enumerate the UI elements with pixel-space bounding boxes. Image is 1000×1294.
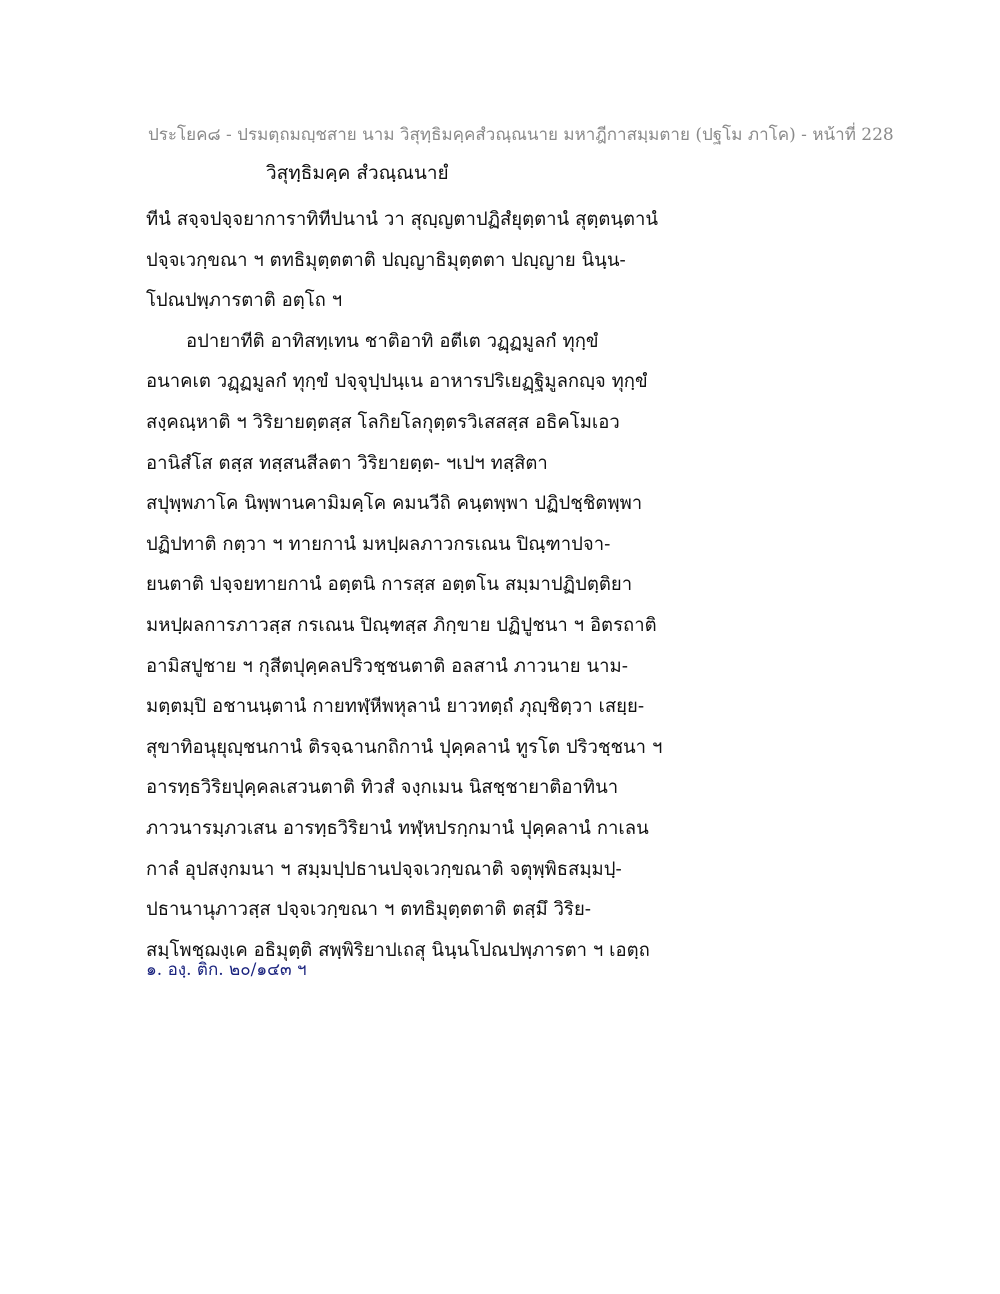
text-line: อานิสํโส ตสฺส ทสฺสนสีลตา วิริยายตฺต- ฯเปฯ ทสฺสิตา — [146, 452, 548, 474]
text-line: สุขาทิอนุยุญฺชนกานํ ติรจฺฉานกถิกานํ ปุคฺคลานํ ทูรโต ปริวชฺชนา ฯ — [146, 736, 663, 758]
text-line: โปณปพฺภารตาติ อตฺโถ ฯ — [146, 290, 343, 312]
text-line: กาลํ อุปสงฺกมนา ฯ สมฺมปฺปธานปจฺจเวกฺขณาติ จตุพฺพิธสมฺมปฺ- — [146, 858, 622, 880]
text-line: ทีนํ สจฺจปจฺจยาการาทิทีปนานํ วา สุญฺญตาปฏิสํยุตฺตานํ สุตฺตนฺตานํ — [146, 209, 659, 230]
body-text — [146, 200, 846, 971]
text-line: สมฺโพชฺฌงฺเค อธิมุตฺติ สพฺพิริยาปเถสุ นินฺนโปณปพฺภารตา ฯ เอตฺถ — [146, 939, 650, 961]
text-line: สงฺคณฺหาติ ฯ วิริยายตฺตสฺส โลกิยโลกุตฺตรวิเสสสฺส อธิคโมเอว — [146, 411, 620, 433]
text-line: อปายาทีติ อาทิสทฺเทน ชาติอาทิ อตีเต วฏฺฏมูลกํ ทุกฺขํ — [186, 330, 599, 352]
text-line: อารทฺธวิริยปุคฺคลเสวนตาติ ทิวสํ จงฺกเมน นิสชฺชายาติอาทินา — [146, 777, 619, 799]
text-line: สปุพฺพภาโค นิพฺพานคามิมคฺโค คมนวีถิ คนฺตพฺพา ปฏิปชฺชิตพฺพา — [146, 493, 643, 515]
text-line: อนาคเต วฏฺฏมูลกํ ทุกฺขํ ปจฺจุปฺปนฺเน อาหารปริเยฏฺฐิมูลกญฺจ ทุกฺขํ — [146, 371, 648, 393]
text-line: มหปฺผลการภาวสฺส กรเณน ปิณฺฑสฺส ภิกฺขาย ปฏิปูชนา ฯ อิตรถาติ — [146, 614, 657, 636]
text-line: มตฺตมฺปิ อชานนฺตานํ กายทฬฺหีพหุลานํ ยาวทตฺถํ ภุญฺชิตฺวา เสยฺย- — [146, 696, 645, 718]
text-line: ปฏิปทาติ กตฺวา ฯ ทายกานํ มหปฺผลภาวกรเณน ปิณฺฑาปจา- — [146, 533, 611, 555]
section-title: วิสุทฺธิมคฺค สํวณฺณนายํ — [266, 162, 449, 184]
text-line: ปธานานุภาวสฺส ปจฺจเวกฺขณา ฯ ตทธิมุตฺตตาติ ตสฺมึ วิริย- — [146, 899, 592, 921]
text-line: ยนตาติ ปจฺจยทายกานํ อตฺตนิ การสฺส อตฺตโน สมฺมาปฏิปตฺติยา — [146, 574, 633, 596]
text-line: ภาวนารมฺภวเสน อารทฺธวิริยานํ ทฬฺหปรกฺกมานํ ปุคฺคลานํ กาเลน — [146, 817, 649, 839]
text-line: อามิสปูชาย ฯ กุสีตปุคฺคลปริวชฺชนตาติ อลสานํ ภาวนาย นาม- — [146, 655, 628, 677]
text-line: ปจฺจเวกฺขณา ฯ ตทธิมุตฺตตาติ ปญฺญาธิมุตฺตตา ปญฺญาย นินฺน- — [146, 249, 626, 271]
running-header: ประโยค๘ - ปรมตฺถมญฺชสาย นาม วิสุทฺธิมคฺคสํวณฺณนาย มหาฎีกาสมฺมตาย (ปฐโม ภาโค) - หน้าที่ 228 — [148, 125, 894, 145]
footnote: ๑. องฺ. ติก. ๒๐/๑๔๓ ฯ — [146, 960, 307, 980]
